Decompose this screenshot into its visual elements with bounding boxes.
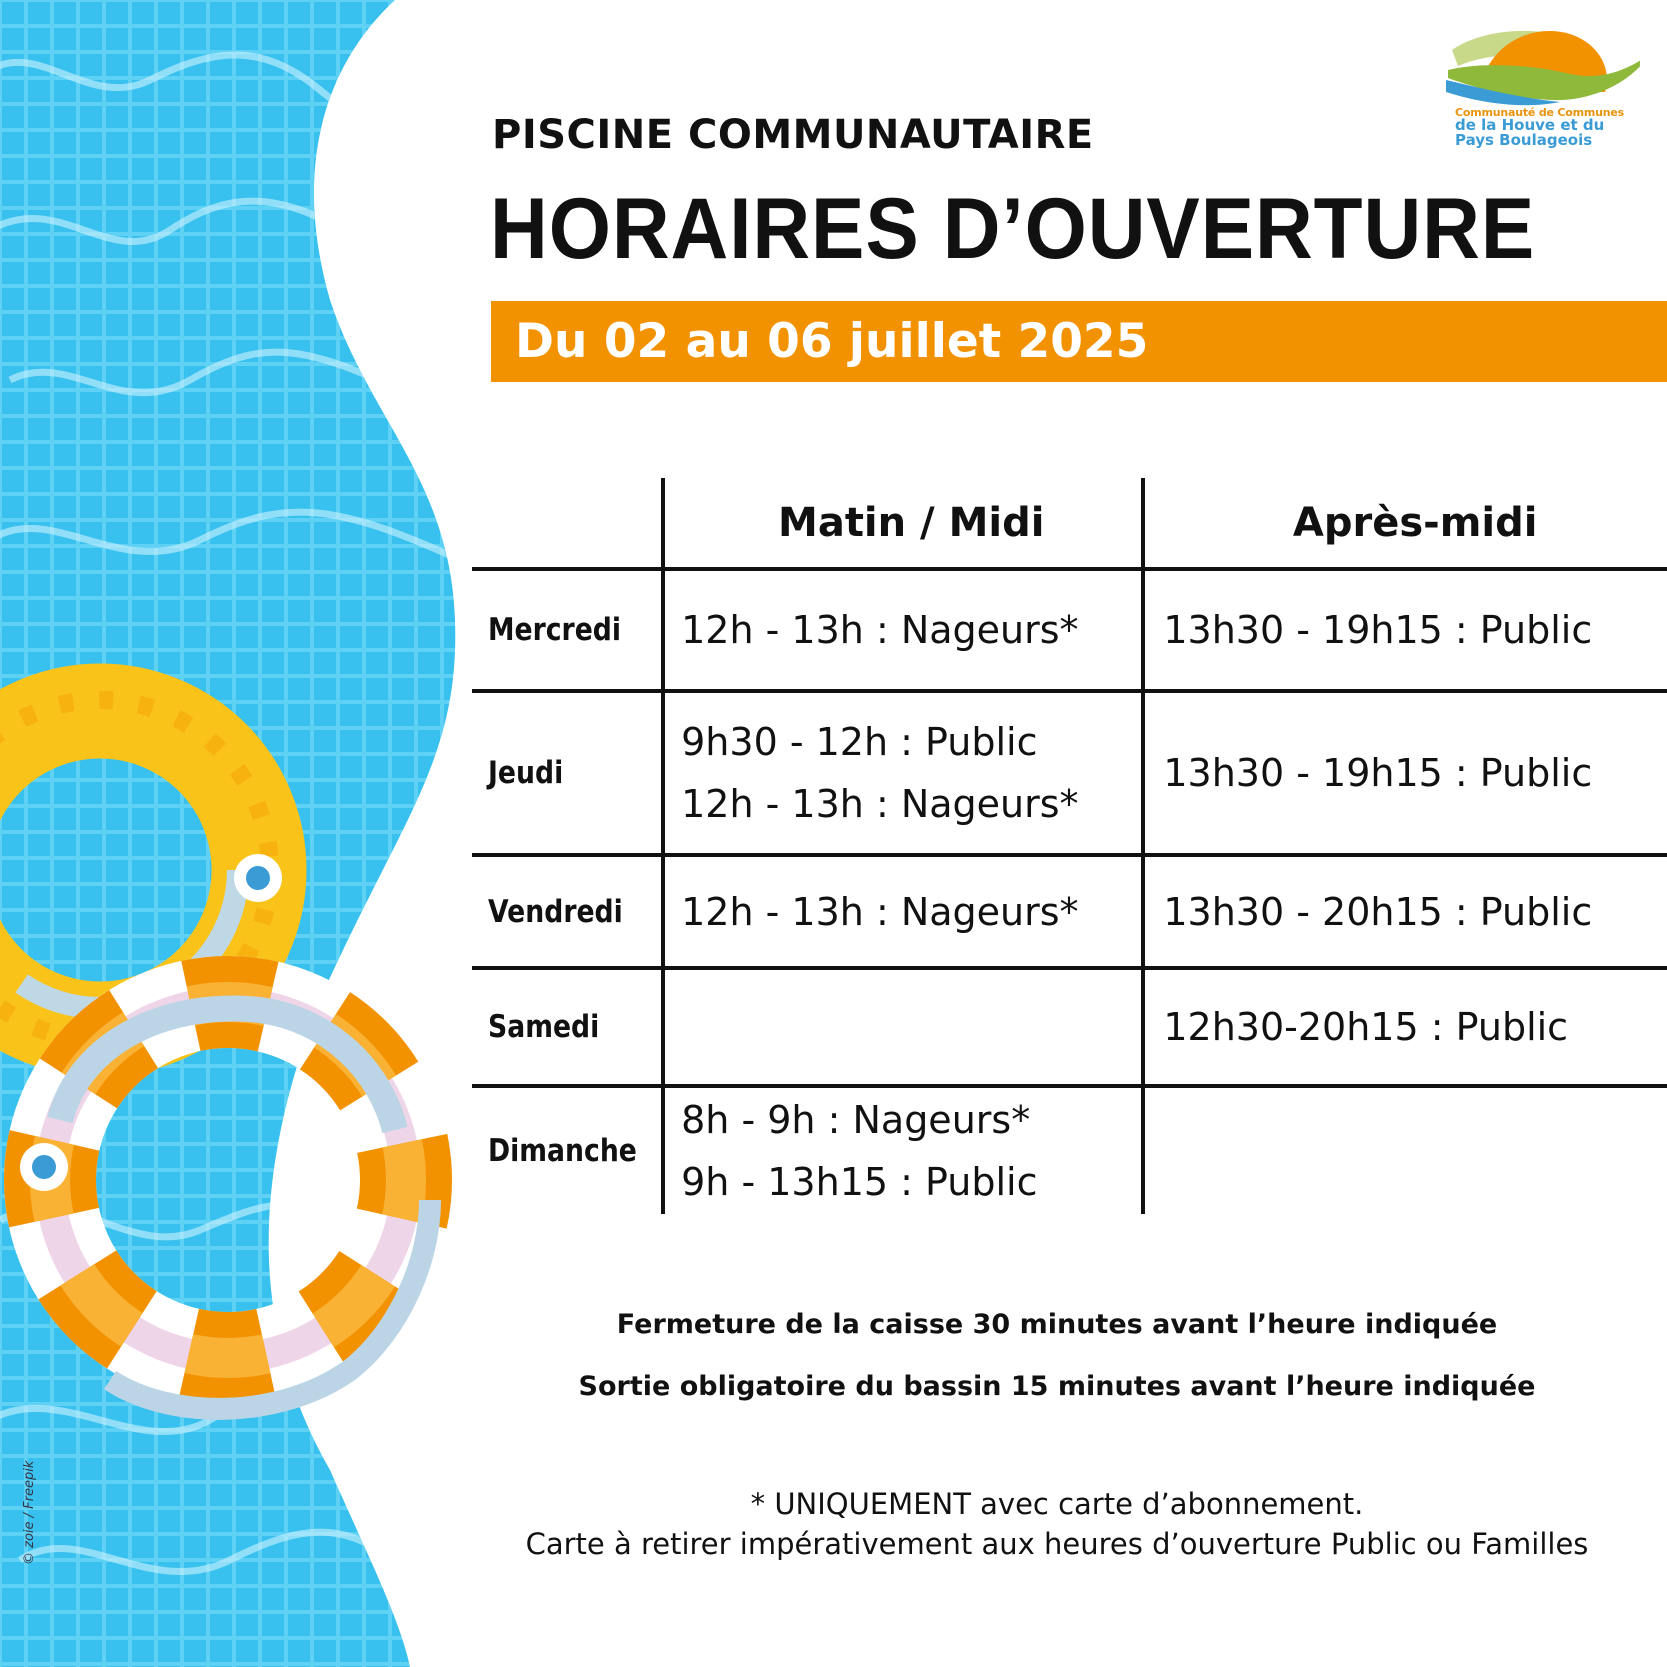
day-cell — [472, 691, 663, 855]
afternoon-cell — [1143, 569, 1667, 691]
header-afternoon: Après-midi — [1143, 478, 1667, 569]
table-row — [472, 855, 1667, 968]
time-slot: 12h - 13h : Nageurs* — [681, 608, 1079, 652]
time-slot: 13h30 - 20h15 : Public — [1163, 889, 1593, 934]
pool-illustration — [0, 0, 470, 1667]
morning-cell — [663, 691, 1143, 855]
afternoon-cell — [1143, 1086, 1667, 1214]
cash-desk-note: Fermeture de la caisse 30 minutes avant l’heure indiquée — [616, 1309, 1498, 1340]
header-morning: Matin / Midi — [663, 478, 1143, 569]
logo-line-2: de la Houve et du — [1455, 116, 1605, 134]
table-row — [472, 569, 1667, 691]
pool-exit-note: Sortie obligatoire du bassin 15 minutes avant l’heure indiquée — [578, 1371, 1536, 1402]
date-banner — [491, 301, 1667, 382]
time-slot: 12h30-20h15 : Public — [1163, 1005, 1569, 1049]
time-slot: 13h30 - 19h15 : Public — [1163, 608, 1593, 652]
logo-line-1: Communauté de Communes — [1455, 106, 1625, 119]
morning-cell — [663, 569, 1143, 691]
time-slot: 13h30 - 19h15 : Public — [1163, 751, 1593, 795]
time-slot: 12h - 13h : Nageurs* — [681, 782, 1079, 826]
day-label: Samedi — [488, 1009, 600, 1045]
time-slot: 9h30 - 12h : Public — [681, 720, 1038, 764]
footnote-line-2: Carte à retirer impérativement aux heures d’ouverture Public ou Familles — [525, 1527, 1589, 1561]
table-row — [472, 1086, 1667, 1214]
page-kicker: PISCINE COMMUNAUTAIRE — [492, 112, 1094, 158]
afternoon-cell — [1143, 968, 1667, 1086]
day-label: Mercredi — [488, 612, 622, 648]
time-slot: 9h - 13h15 : Public — [681, 1160, 1038, 1204]
afternoon-cell — [1143, 691, 1667, 855]
morning-cell — [663, 1086, 1143, 1214]
day-cell — [472, 855, 663, 968]
table-header-row — [472, 478, 1667, 569]
day-label: Dimanche — [488, 1133, 637, 1169]
table-row — [472, 691, 1667, 855]
afternoon-cell — [1143, 855, 1667, 968]
schedule-table — [472, 478, 1667, 1214]
page-title: HORAIRES D’OUVERTURE — [490, 181, 1536, 277]
image-credit: © zoie / Freepik — [22, 1460, 37, 1565]
header-day — [472, 478, 663, 569]
morning-cell — [663, 855, 1143, 968]
footnote-line-1: * UNIQUEMENT avec carte d’abonnement. — [750, 1487, 1364, 1521]
day-cell — [472, 968, 663, 1086]
table-row — [472, 968, 1667, 1086]
date-range: Du 02 au 06 juillet 2025 — [515, 314, 1149, 369]
day-cell — [472, 569, 663, 691]
logo-text — [1455, 107, 1655, 148]
day-label: Vendredi — [488, 893, 623, 930]
time-slot: 8h - 9h : Nageurs* — [681, 1098, 1031, 1142]
day-label: Jeudi — [488, 755, 564, 791]
day-cell — [472, 1086, 663, 1214]
morning-cell — [663, 968, 1143, 1086]
time-slot: 12h - 13h : Nageurs* — [681, 889, 1079, 934]
logo-line-3: Pays Boulageois — [1455, 131, 1593, 149]
